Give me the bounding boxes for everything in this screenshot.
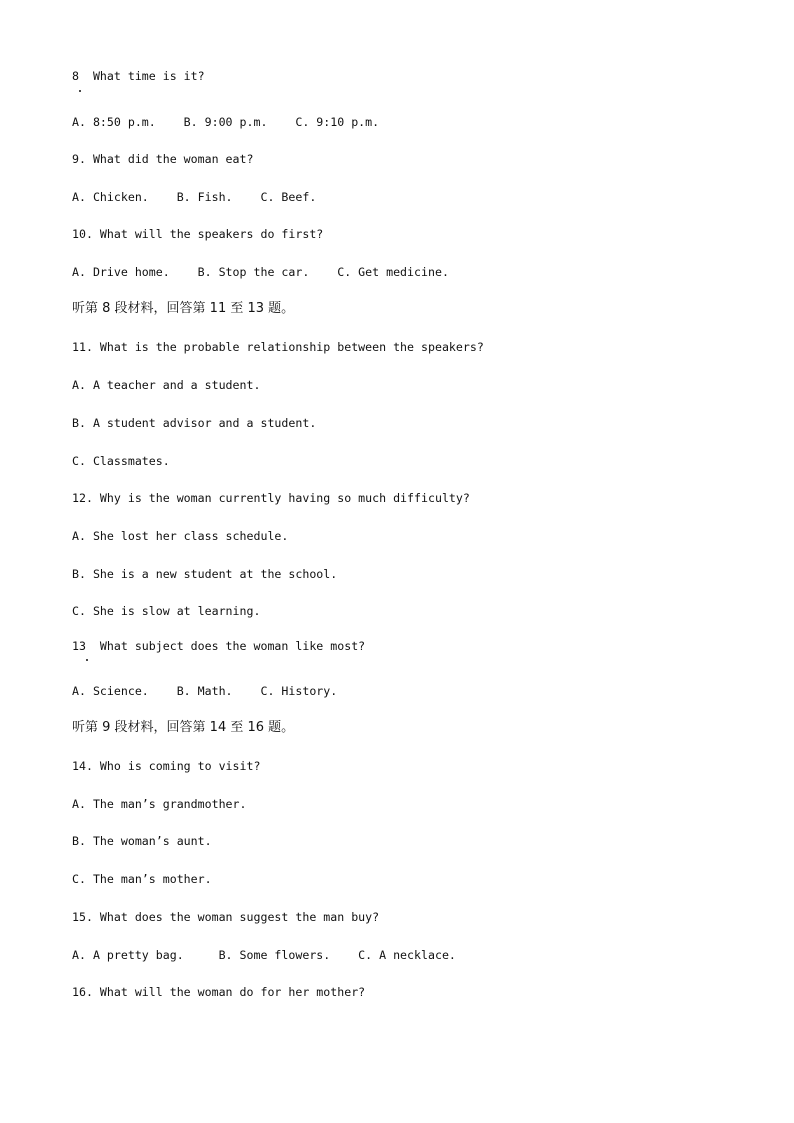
question-10-options: A. Drive home. B. Stop the car. C. Get medicine.: [72, 265, 449, 279]
question-13: 13 What subject does the woman like most?: [72, 639, 366, 653]
stray-mark: [79, 90, 81, 92]
question-8: 8 What time is it?: [72, 69, 205, 83]
section-heading-9: 听第 9 段材料，回答第 14 至 16 题。: [72, 720, 295, 735]
question-12-option-a: A. She lost her class schedule.: [72, 529, 289, 543]
question-9-options: A. Chicken. B. Fish. C. Beef.: [72, 190, 317, 204]
question-15: 15. What does the woman suggest the man buy?: [72, 910, 380, 924]
question-14-option-a: A. The man’s grandmother.: [72, 797, 247, 811]
question-14-option-b: B. The woman’s aunt.: [72, 834, 212, 848]
question-12: 12. Why is the woman currently having so much difficulty?: [72, 491, 470, 505]
question-8-options: A. 8:50 p.m. B. 9:00 p.m. C. 9:10 p.m.: [72, 115, 380, 129]
question-12-option-c: C. She is slow at learning.: [72, 604, 261, 618]
question-13-options: A. Science. B. Math. C. History.: [72, 684, 338, 698]
question-16: 16. What will the woman do for her mother?: [72, 985, 366, 999]
question-15-options: A. A pretty bag. B. Some flowers. C. A necklace.: [72, 948, 456, 962]
stray-mark: [86, 659, 88, 661]
question-11: 11. What is the probable relationship between the speakers?: [72, 340, 484, 354]
question-12-option-b: B. She is a new student at the school.: [72, 567, 338, 581]
question-10: 10. What will the speakers do first?: [72, 227, 324, 241]
question-11-option-b: B. A student advisor and a student.: [72, 416, 317, 430]
question-9: 9. What did the woman eat?: [72, 152, 254, 166]
question-14: 14. Who is coming to visit?: [72, 759, 261, 773]
question-11-option-c: C. Classmates.: [72, 454, 170, 468]
section-heading-8: 听第 8 段材料，回答第 11 至 13 题。: [72, 301, 295, 316]
question-14-option-c: C. The man’s mother.: [72, 872, 212, 886]
question-11-option-a: A. A teacher and a student.: [72, 378, 261, 392]
